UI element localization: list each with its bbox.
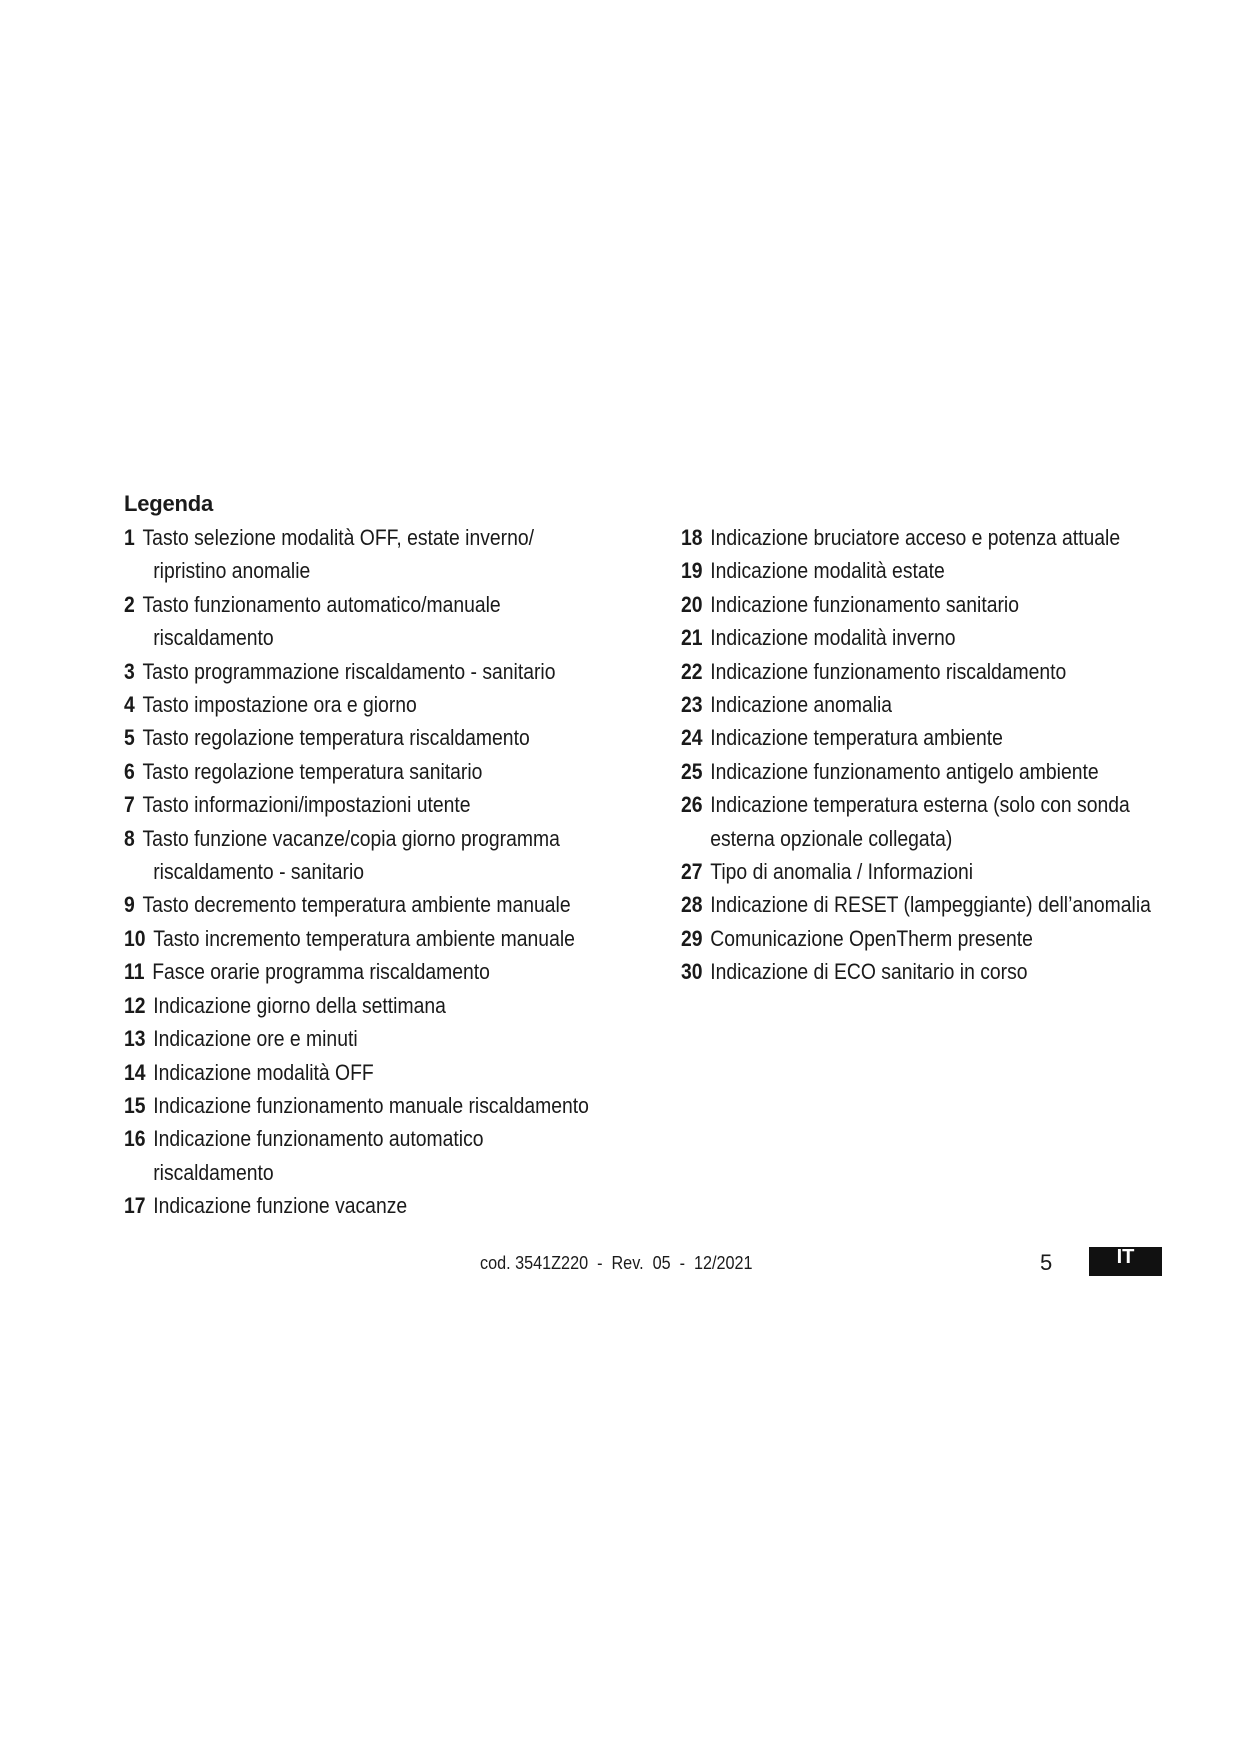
legend-item-5: [124, 721, 624, 754]
legend-item-text: Tasto regolazione temperatura riscaldamento: [142, 725, 530, 751]
legend-item-12: [124, 989, 624, 1022]
legend-item-line: [681, 922, 1128, 955]
legend-item-continuation: [124, 621, 554, 654]
legend-item-line: [681, 755, 1128, 788]
legend-item-15: [124, 1089, 624, 1122]
legend-item-8: [124, 822, 624, 889]
legend-item-line: [124, 989, 554, 1022]
legend-list-right: [681, 521, 1201, 989]
legend-item-18: [681, 521, 1201, 554]
legend-item-text: ripristino anomalie: [153, 558, 311, 584]
legend-item-number: 29: [681, 925, 703, 951]
legend-item-text: Tipo di anomalia / Informazioni: [710, 859, 974, 885]
legend-item-number: 12: [124, 992, 146, 1018]
legend-item-number: 21: [681, 625, 703, 651]
legend-item-28: [681, 888, 1201, 921]
legend-item-line: [124, 688, 554, 721]
legend-item-number: 6: [124, 758, 135, 784]
legend-item-22: [681, 655, 1201, 688]
legend-item-number: 13: [124, 1026, 146, 1052]
legend-item-number: 27: [681, 859, 703, 885]
legend-item-21: [681, 621, 1201, 654]
legend-item-line: [124, 955, 554, 988]
legend-item-line: [124, 1056, 554, 1089]
legend-item-27: [681, 855, 1201, 888]
legend-item-14: [124, 1056, 624, 1089]
legend-item-text: Fasce orarie programma riscaldamento: [152, 959, 490, 985]
legend-item-25: [681, 755, 1201, 788]
legend-item-7: [124, 788, 624, 821]
legend-item-line: [681, 788, 1128, 821]
legend-item-line: [681, 554, 1128, 587]
legend-item-29: [681, 922, 1201, 955]
legend-list-left: [124, 521, 624, 1223]
legend-item-number: 30: [681, 959, 703, 985]
legend-item-text: Indicazione modalità estate: [710, 558, 945, 584]
page-number: 5: [1040, 1250, 1053, 1275]
legend-item-number: 23: [681, 692, 703, 718]
legend-item-line: [124, 822, 560, 855]
legend-item-line: [124, 1122, 554, 1155]
legend-item-text: Tasto selezione modalità OFF, estate inverno/: [142, 525, 535, 550]
legend-item-number: 5: [124, 725, 135, 751]
legend-item-line: [681, 588, 1128, 621]
legend-item-line: [681, 721, 1128, 754]
legend-item-number: 20: [681, 591, 703, 617]
legend-item-text: Tasto incremento temperatura ambiente manuale: [153, 925, 575, 951]
legend-item-number: 9: [124, 892, 135, 918]
legend-item-line: [681, 888, 1151, 921]
legend-item-17: [124, 1189, 624, 1222]
legend-item-line: [124, 521, 554, 554]
legend-item-line: [681, 955, 1128, 988]
legend-item-number: 10: [124, 925, 146, 951]
legend-item-text: Indicazione modalità inverno: [710, 625, 956, 651]
legend-item-line: [124, 1089, 589, 1122]
legend-item-text: Tasto decremento temperatura ambiente manuale: [142, 892, 571, 918]
legend-item-continuation: [124, 554, 554, 587]
document-code: cod. 3541Z220 - Rev. 05 - 12/2021: [480, 1253, 753, 1273]
legend-item-continuation: [681, 822, 1128, 855]
legend-item-number: 15: [124, 1092, 146, 1118]
legend-item-text: Tasto funzionamento automatico/manuale: [142, 591, 501, 617]
legend-item-text: Tasto funzione vacanze/copia giorno programma: [142, 825, 560, 851]
legend-item-19: [681, 554, 1201, 587]
legend-item-text: riscaldamento: [153, 1159, 274, 1185]
legend-item-text: Indicazione bruciatore acceso e potenza attuale: [710, 525, 1121, 550]
legend-item-number: 8: [124, 825, 135, 851]
legend-item-text: esterna opzionale collegata): [710, 825, 953, 851]
legend-item-line: [124, 588, 554, 621]
legend-item-number: 2: [124, 591, 135, 617]
legend-item-number: 26: [681, 792, 703, 818]
legend-item-26: [681, 788, 1201, 855]
legend-item-text: riscaldamento - sanitario: [153, 859, 365, 885]
legend-title: Legenda: [124, 491, 214, 516]
legend-item-24: [681, 721, 1201, 754]
legend-item-text: Tasto impostazione ora e giorno: [142, 692, 417, 718]
legend-item-line: [124, 721, 554, 754]
legend-item-16: [124, 1122, 624, 1189]
legend-item-30: [681, 955, 1201, 988]
legend-item-text: Indicazione funzionamento automatico: [153, 1126, 484, 1152]
legend-item-text: Indicazione funzione vacanze: [153, 1193, 408, 1219]
legend-item-text: Indicazione temperatura esterna (solo con sonda: [710, 792, 1130, 818]
legend-item-text: Indicazione temperatura ambiente: [710, 725, 1003, 751]
legend-item-number: 19: [681, 558, 703, 584]
legend-item-text: Indicazione funzionamento sanitario: [710, 591, 1019, 617]
legend-item-1: [124, 521, 624, 588]
legend-item-text: Indicazione funzionamento riscaldamento: [710, 658, 1067, 684]
legend-item-number: 3: [124, 658, 135, 684]
legend-item-text: Indicazione giorno della settimana: [153, 992, 446, 1018]
legend-item-number: 28: [681, 892, 703, 918]
legend-item-number: 17: [124, 1193, 146, 1219]
legend-item-11: [124, 955, 624, 988]
legend-item-continuation: [124, 855, 554, 888]
legend-item-line: [124, 1022, 554, 1055]
legend-item-number: 24: [681, 725, 703, 751]
language-badge: [1089, 1247, 1162, 1276]
legend-item-text: riscaldamento: [153, 625, 274, 651]
legend-item-number: 7: [124, 792, 135, 818]
legend-item-text: Indicazione di ECO sanitario in corso: [710, 959, 1028, 985]
legend-item-2: [124, 588, 624, 655]
legend-item-number: 11: [124, 959, 145, 985]
legend-item-line: [681, 621, 1128, 654]
legend-item-text: Indicazione anomalia: [710, 692, 893, 718]
legend-item-line: [124, 788, 554, 821]
legend-item-number: 1: [124, 525, 135, 550]
legend-item-text: Comunicazione OpenTherm presente: [710, 925, 1033, 951]
legend-item-number: 22: [681, 658, 703, 684]
legend-item-10: [124, 922, 624, 955]
legend-item-number: 25: [681, 758, 703, 784]
legend-item-3: [124, 655, 624, 688]
legend-item-text: Indicazione modalità OFF: [153, 1059, 374, 1085]
legend-item-line: [124, 888, 571, 921]
legend-item-line: [681, 521, 1128, 554]
legend-item-23: [681, 688, 1201, 721]
legend-item-text: Tasto informazioni/impostazioni utente: [142, 792, 471, 818]
legend-item-text: Indicazione di RESET (lampeggiante) dell’anomalia: [710, 892, 1151, 918]
legend-item-line: [681, 855, 1128, 888]
legend-item-4: [124, 688, 624, 721]
legend-item-6: [124, 755, 624, 788]
legend-item-number: 4: [124, 692, 135, 718]
language-label: IT: [1116, 1246, 1135, 1268]
legend-item-13: [124, 1022, 624, 1055]
legend-item-line: [681, 688, 1128, 721]
legend-item-number: 14: [124, 1059, 146, 1085]
legend-item-9: [124, 888, 624, 921]
legend-item-continuation: [124, 1156, 554, 1189]
legend-item-line: [124, 922, 575, 955]
legend-item-line: [124, 655, 554, 688]
legend-item-line: [124, 1189, 554, 1222]
legend-item-text: Tasto programmazione riscaldamento - sanitario: [142, 658, 556, 684]
legend-item-text: Indicazione funzionamento manuale riscaldamento: [153, 1092, 589, 1118]
legend-item-line: [681, 655, 1128, 688]
legend-item-text: Indicazione funzionamento antigelo ambiente: [710, 758, 1099, 784]
legend-item-text: Indicazione ore e minuti: [153, 1026, 358, 1052]
legend-item-text: Tasto regolazione temperatura sanitario: [142, 758, 483, 784]
legend-item-number: 18: [681, 525, 703, 550]
legend-item-line: [124, 755, 554, 788]
legend-item-number: 16: [124, 1126, 146, 1152]
legend-item-20: [681, 588, 1201, 621]
